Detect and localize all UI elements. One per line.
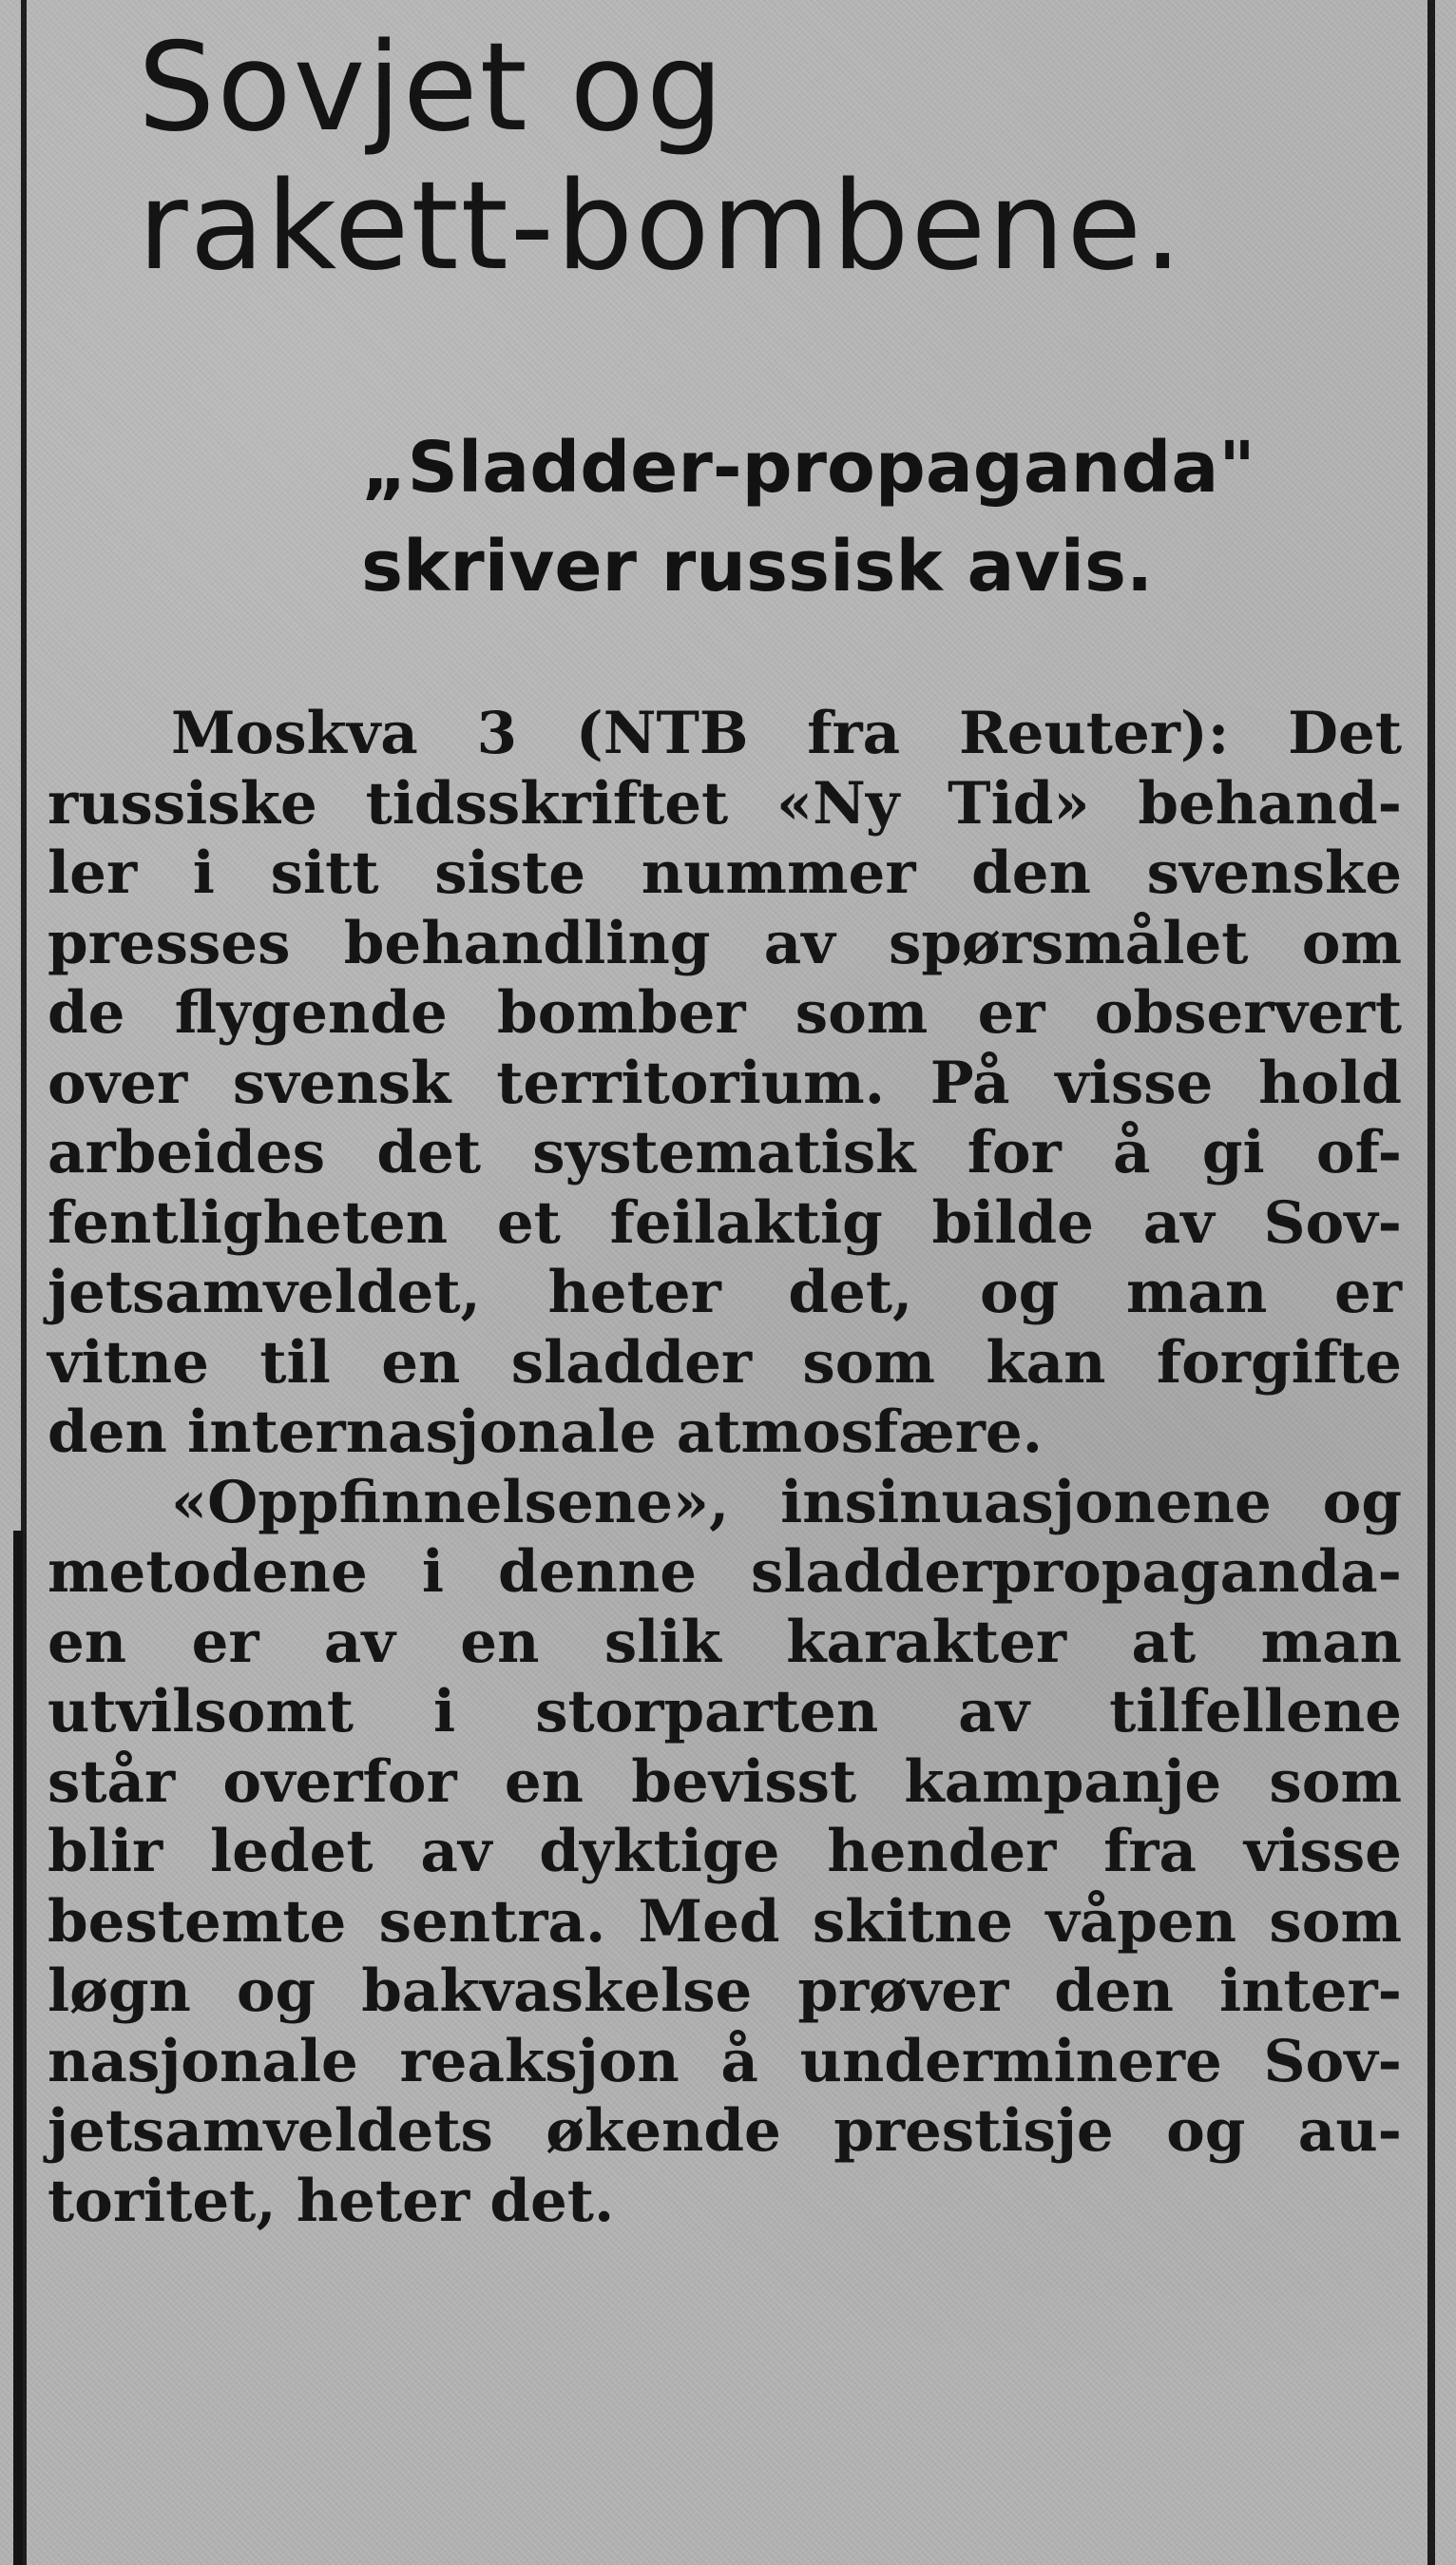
body-line: presses behandling av spørsmålet om	[48, 909, 1402, 977]
column-rule-left-thick	[13, 1531, 23, 2565]
body-line: jetsamveldet, heter det, og man er	[48, 1259, 1402, 1326]
body-line: utvilsomt i storparten av tilfellene	[48, 1678, 1402, 1745]
body-line: ler i sitt siste nummer den svenske	[48, 839, 1402, 907]
column-rule-right	[1427, 0, 1435, 2565]
body-line: de flygende bomber som er observert	[48, 979, 1402, 1047]
body-line: nasjonale reaksjon å underminere Sov-	[48, 2027, 1402, 2095]
body-line: den internasjonale atmosfære.	[48, 1398, 1043, 1466]
body-line: over svensk territorium. På visse hold	[48, 1049, 1402, 1117]
body-line: løgn og bakvaskelse prøver den inter-	[48, 1958, 1402, 2025]
body-line: vitne til en sladder som kan forgifte	[48, 1328, 1402, 1397]
article-body	[48, 699, 1402, 2236]
body-line: står overfor en bevisst kampanje som	[48, 1747, 1402, 1816]
body-line: jetsamveldets økende prestisje og au-	[48, 2097, 1402, 2165]
body-line: fentligheten et feilaktig bilde av Sov-	[48, 1188, 1402, 1257]
headline-line-1: Sovjet og	[138, 17, 726, 159]
body-line: bestemte sentra. Med skitne våpen som	[48, 1887, 1402, 1956]
body-line: toritet, heter det.	[48, 2167, 615, 2235]
body-line: en er av en slik karakter at man	[48, 1608, 1402, 1676]
subheadline	[361, 418, 1407, 616]
body-line: Moskva 3 (NTB fra Reuter): Det	[171, 700, 1402, 767]
body-line: «Oppfinnelsene», insinuasjonene og	[171, 1468, 1402, 1536]
body-line: russiske tidsskriftet «Ny Tid» behand-	[48, 769, 1402, 838]
headline-line-2: rakett-bombene.	[138, 156, 1184, 298]
body-line: arbeides det systematisk for å gi of-	[48, 1119, 1402, 1186]
headline	[138, 19, 1373, 297]
body-line: blir ledet av dyktige hender fra visse	[48, 1818, 1402, 1885]
subheadline-line-2: skriver russisk avis.	[361, 526, 1154, 608]
body-line: metodene i denne sladderpropaganda-	[48, 1538, 1402, 1606]
subheadline-line-1: „Sladder-propaganda"	[361, 427, 1255, 509]
